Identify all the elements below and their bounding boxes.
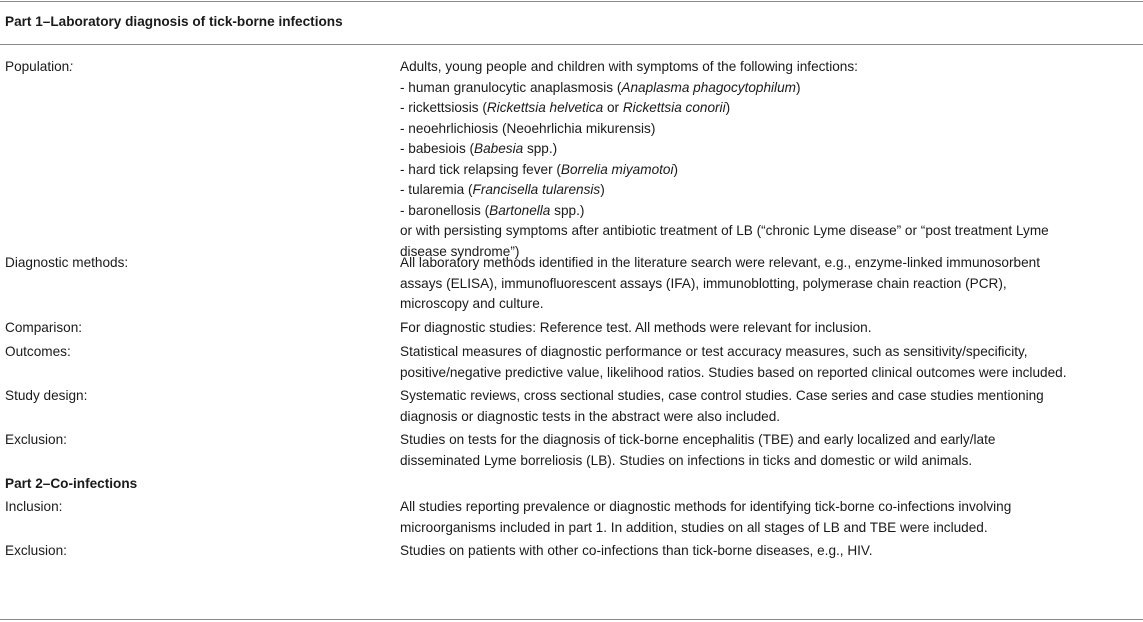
organism-name: Bartonella (489, 202, 551, 218)
outcomes-line: positive/negative predictive value, likelihood ratios. Studies based on reported clinical outcomes were included. (400, 364, 1067, 380)
study-design-content (400, 386, 1140, 427)
population-item-babesiois (400, 139, 1140, 160)
organism-name: Babesia (474, 141, 524, 156)
organism-name: Borrelia miyamotoi (560, 161, 674, 177)
population-label-colon: : (69, 59, 74, 74)
part2-title: Part 2–Co-infections (5, 476, 138, 491)
outcomes-label: Outcomes: (5, 344, 71, 359)
item-text: - tularemia ( (400, 182, 473, 197)
inclusion-label: Inclusion: (5, 499, 63, 514)
item-text: or (603, 100, 623, 115)
population-item-baronellosis (400, 201, 1140, 222)
table-bottom-rule (0, 619, 1143, 620)
item-text: ) (795, 79, 801, 95)
item-text: spp.) (523, 141, 558, 156)
item-text: - baronellosis ( (400, 202, 490, 218)
item-text: ) (725, 100, 731, 115)
diagnostic-methods-line: All laboratory methods identified in the literature search were relevant, e.g., enzyme-linked immunosorbent (400, 255, 1040, 270)
exclusion-line: Studies on tests for the diagnosis of tick-borne encephalitis (TBE) and early localized and early/late (400, 432, 996, 447)
population-outro-line2: disease syndrome”) (400, 243, 520, 259)
exclusion-content (400, 430, 1140, 471)
exclusion-label: Exclusion: (5, 543, 67, 558)
comparison-content (400, 318, 1140, 339)
exclusion-content (400, 541, 1140, 562)
population-outro-line1: or with persisting symptoms after antibiotic treatment of LB (“chronic Lyme disease” or “post treatment Lyme (400, 223, 1049, 238)
organism-name: Anaplasma phagocytophilum (621, 79, 796, 95)
inclusion-line: microorganisms included in part 1. In addition, studies on all stages of LB and TBE were included. (400, 519, 988, 535)
diagnostic-methods-line: microscopy and culture. (400, 296, 544, 311)
item-text: ) (673, 161, 679, 177)
population-item-relapsing-fever (400, 160, 1140, 181)
study-design-line: diagnosis or diagnostic tests in the abstract were also included. (400, 408, 781, 424)
organism-name: Rickettsia helvetica (486, 100, 604, 115)
population-label-text: Population (5, 59, 70, 74)
table-top-rule (0, 1, 1143, 2)
comparison-label: Comparison: (5, 320, 83, 335)
population-item-neoehrlichiosis: - neoehrlichiosis (Neoehrlichia mikurensis) (400, 120, 656, 136)
item-text: - rickettsiosis ( (400, 100, 487, 115)
inclusion-line: All studies reporting prevalence or diagnostic methods for identifying tick-borne co-infections involving (400, 499, 1012, 514)
organism-name: Rickettsia conorii (622, 100, 726, 115)
header-divider (0, 44, 1143, 45)
outcomes-line: Statistical measures of diagnostic performance or test accuracy measures, such as sensitivity/specificity, (400, 344, 1028, 359)
item-text: ) (600, 182, 605, 197)
diagnostic-methods-line: assays (ELISA), immunofluorescent assays (IFA), immunoblotting, polymerase chain reaction (PCR), (400, 275, 1007, 291)
diagnostic-methods-content (400, 253, 1140, 315)
population-item-tularemia (400, 180, 1140, 201)
study-design-line: Systematic reviews, cross sectional studies, case control studies. Case series and case studies mentioning (400, 388, 1044, 403)
item-text: spp.) (550, 202, 585, 218)
exclusion-line: disseminated Lyme borreliosis (LB). Studies on infections in ticks and domestic or wild animals. (400, 452, 973, 468)
population-item-anaplasmosis (400, 78, 1140, 99)
inclusion-content (400, 497, 1140, 538)
study-design-label: Study design: (5, 388, 88, 403)
population-content (400, 57, 1140, 262)
population-intro: Adults, young people and children with symptoms of the following infections: (400, 59, 858, 74)
exclusion-label: Exclusion: (5, 432, 67, 447)
exclusion-line: Studies on patients with other co-infections than tick-borne diseases, e.g., HIV. (400, 543, 873, 558)
item-text: - babesiois ( (400, 141, 475, 156)
item-text: - human granulocytic anaplasmosis ( (400, 79, 622, 95)
comparison-line: For diagnostic studies: Reference test. All methods were relevant for inclusion. (400, 320, 872, 335)
population-item-rickettsiosis (400, 98, 1140, 119)
item-text: - hard tick relapsing fever ( (400, 161, 561, 177)
outcomes-content (400, 342, 1140, 383)
organism-name: Francisella tularensis (472, 182, 601, 197)
part1-title: Part 1–Laboratory diagnosis of tick-borne infections (5, 14, 343, 29)
population-label (5, 57, 73, 78)
diagnostic-methods-label: Diagnostic methods: (5, 255, 129, 270)
